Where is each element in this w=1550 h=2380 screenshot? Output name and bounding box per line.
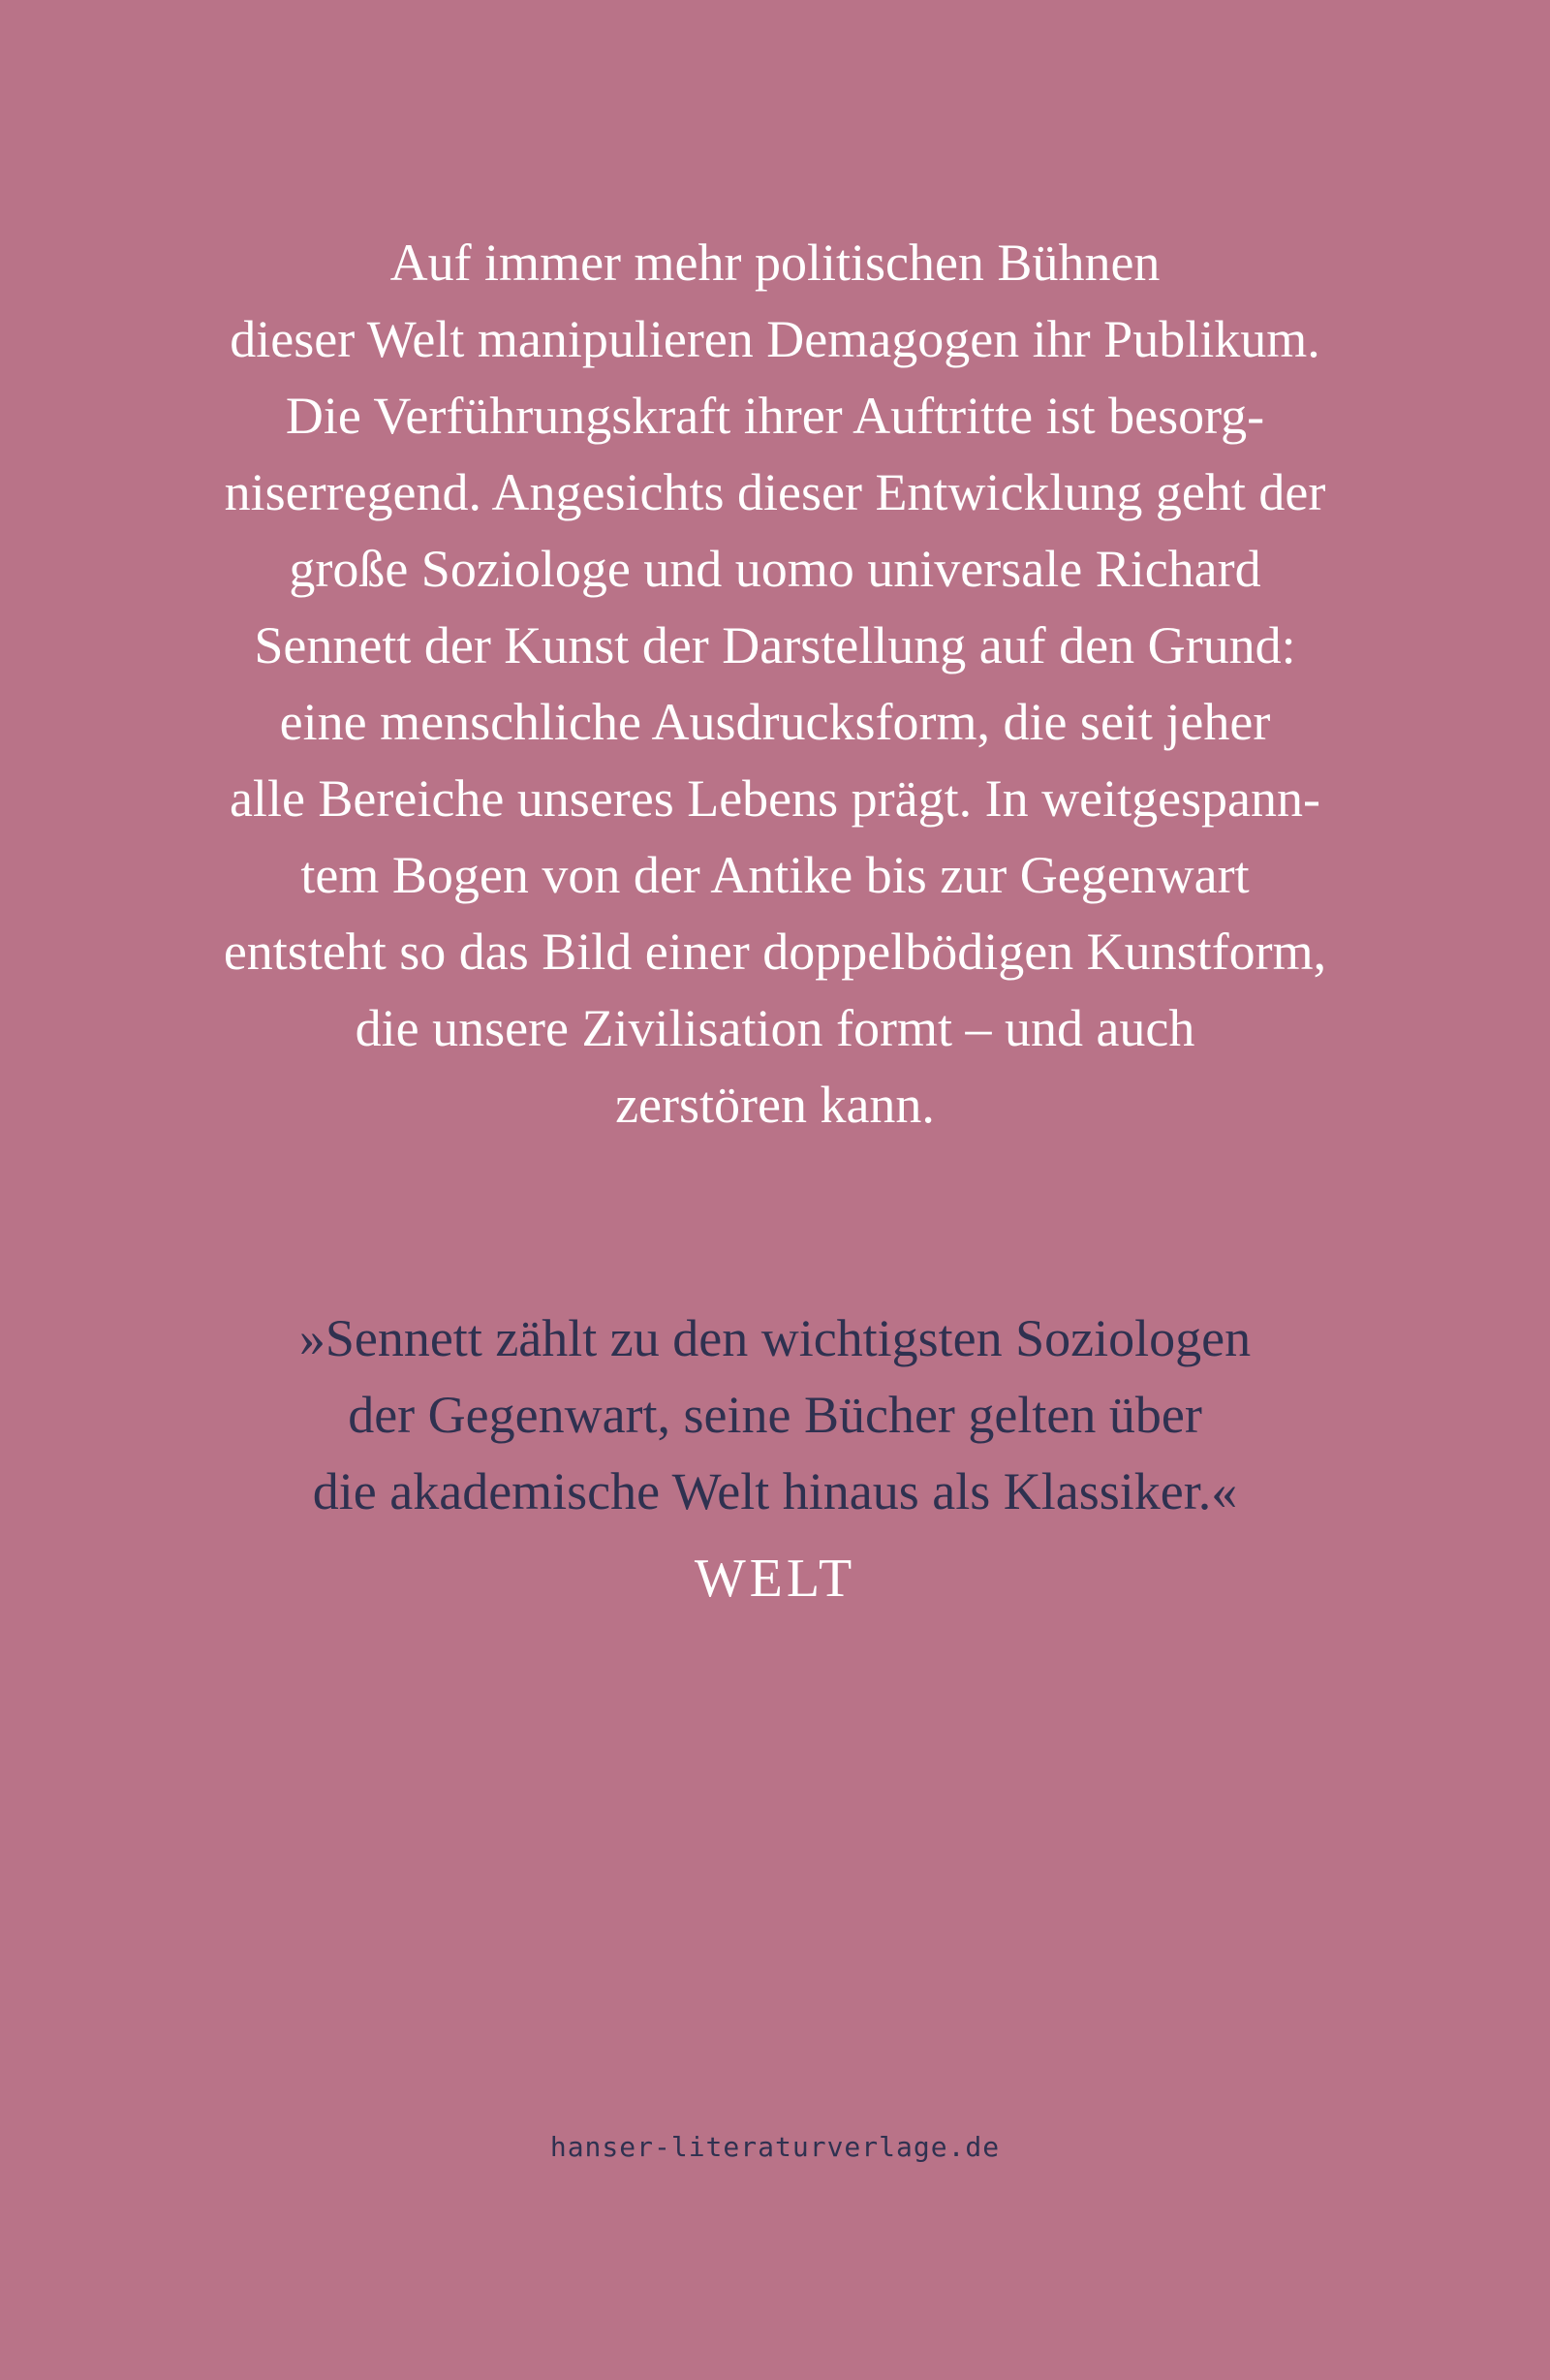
blurb-line: Die Verführungskraft ihrer Auftritte ist besorg- [285,387,1265,445]
blurb-line: die unsere Zivilisation formt – und auch [355,999,1195,1057]
blurb-line: dieser Welt manipulieren Demagogen ihr Publikum. [230,310,1320,368]
quote-line: die akademische Welt hinaus als Klassiker.« [312,1462,1238,1520]
quote-source: WELT [694,1549,856,1609]
blurb-line: zerstören kann. [615,1076,935,1134]
quote-line: der Gegenwart, seine Bücher gelten über [348,1386,1202,1444]
blurb-line: alle Bereiche unseres Lebens prägt. In weitgespann- [229,769,1321,828]
blurb-line: entsteht so das Bild einer doppelbödigen Kunstform, [223,923,1327,981]
blurb-line: große Soziologe und uomo universale Richard [289,540,1261,598]
blurb-line: tem Bogen von der Antike bis zur Gegenwart [300,846,1250,904]
quote-line: »Sennett zählt zu den wichtigsten Soziologen [298,1309,1252,1367]
blurb-line: Sennett der Kunst der Darstellung auf den Grund: [254,616,1296,674]
blurb-line: Auf immer mehr politischen Bühnen [389,234,1161,292]
publisher-website: hanser-literaturverlage.de [549,2131,1001,2163]
blurb-line: eine menschliche Ausdrucksform, die seit jeher [279,693,1271,751]
blurb-line: niserregend. Angesichts dieser Entwicklung geht der [224,463,1326,521]
blurb-text [0,225,1550,1143]
press-quote [0,1300,1550,1530]
